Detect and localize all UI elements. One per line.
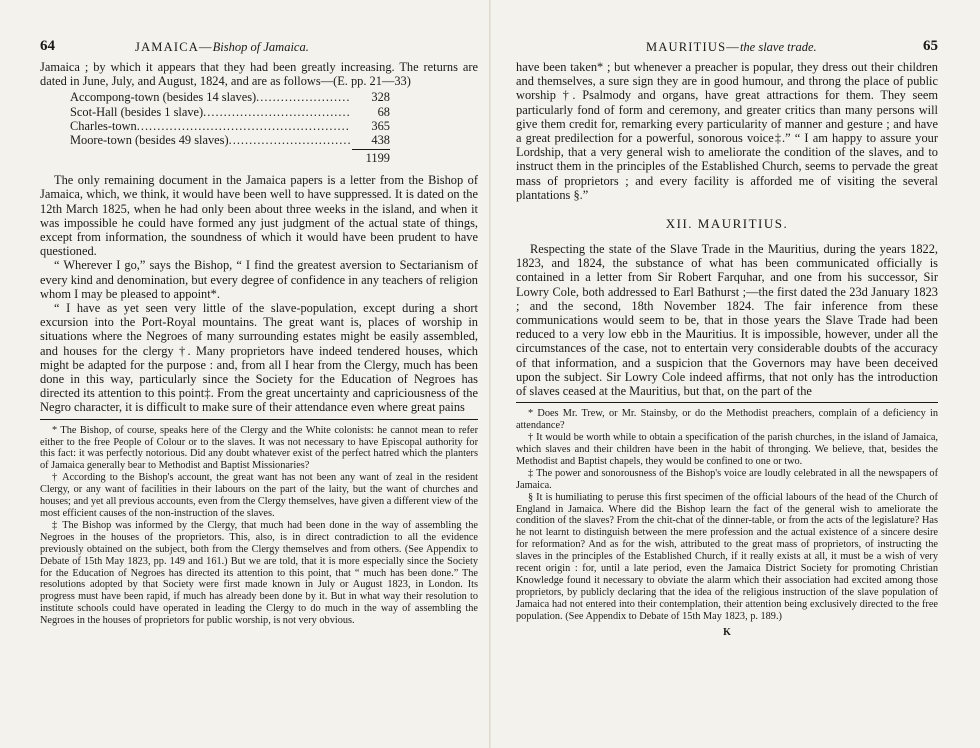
running-head-right	[516, 38, 938, 56]
population-table	[70, 90, 390, 165]
footnote: † It would be worth while to obtain a specification of the parish churches, in the island of Jamaica, which slaves and their children have been in the habit of thronging. We believe, that, besides the Methodist and Baptist chapels, they would be confined to one or two.	[516, 432, 938, 467]
page-number: 65	[923, 38, 938, 54]
footnote: ‡ The Bishop was informed by the Clergy, that much had been done in the way of assembling the Negroes in the houses of the proprietors. This, also, is in direct contradiction to all the evidence previously obtained on the subject, both from the Clergy themselves and from others. (See Appendix to Debate of 15th May 1823, pp. 149 and 161.) But we are told, that it is more especially since the Society for the Education of Negroes has directed its attention to this point, that “ much has been done.” The resolutions adopted by that Society were first made known in July or August 1823, in London. Its progress must have been rapid, if much has already been done by it. But in what way their resolution to institute schools could have operated in leading the Clergy to do much in the way of assembling the Negroes in the houses of proprietors for public worship, is not very obvious.	[40, 519, 478, 627]
footnote: ‡ The power and sonorousness of the Bishop's voice are loudly celebrated in all the newspapers of Jamaica.	[516, 467, 938, 491]
footnote-rule	[40, 419, 478, 420]
footnotes	[516, 408, 938, 622]
paragraph: Respecting the state of the Slave Trade in the Mauritius, during the years 1822, 1823, and 1824, the substance of what has been communicated officially is contained in a letter from Sir Robert Farquhar, and one from his successor, Sir Lowry Cole, both addressed to Earl Bathurst ;—the first dated the 23d January 1823 ; and the second, 18th November 1824. The fair inference from these communications would seem to be, that in those years the Slave Trade had been reduced to a very low ebb in the Mauritius. It is impossible, however, under all the circumstances of the case, not to entertain very considerable doubts of the accuracy of that information, and a suspicion that the Governors may have been deceived upon the subject. Sir Lowry Cole indeed affirms, that not only has the introduction of slaves ceased at the Mauritius, but that, on the part of the	[516, 242, 938, 399]
running-head-title: JAMAICA—Bishop of Jamaica.	[135, 40, 309, 54]
footnote: * The Bishop, of course, speaks here of the Clergy and the White colonists: he cannot mean to refer either to the free People of Colour or to the slaves. It was not necessary to have Episcopal authority for this fact: it was perfectly notorious. Did any doubt whatever exist of the perfect hatred which the planters of Jamaica generally bear to Methodist and Baptist Missionaries?	[40, 424, 478, 472]
signature-mark: K	[723, 626, 731, 638]
table-total: 1199	[352, 149, 390, 165]
footnotes	[40, 425, 478, 627]
table-row: Charles-town ..... 365	[70, 119, 390, 133]
section-heading: XII. MAURITIUS.	[665, 216, 789, 232]
table-row: Accompong-town (besides 14 slaves) ..... 328	[70, 90, 390, 104]
running-head-left	[40, 38, 478, 56]
footnote: § It is humiliating to peruse this first specimen of the official labours of the head of the Church of England in Jamaica. Where did the Bishop learn the fact of the general wish to ameliorate the condition of the slaves? From the chit-chat of the dinner-table, or from the acts of the legislature? Has he not learnt to distinguish between the mere profession and the actual existence of a sincere desire for reformation? And as for the wish, attributed to the great mass of proprietors, of instructing the slaves in the principles of the Established Church, if it really exists at all, it must be a wish of very recent origin : for, until a late period, even the Jamaica District Society for promoting Christian Knowledge found it necessary to obviate the alarm which their association had excited among those proprietors, by publicly declaring that the idea of the religious instruction of the slave population of Jamaica had not entered into their contemplation, their attention being exclusively directed to the free population. (See Appendix to Debate of 15th May 1823, p. 189.)	[516, 491, 938, 622]
paragraph-intro: Jamaica ; by which it appears that they had been greatly increasing. The returns are dated in June, July, and August, 1824, and are as follows—(E. pp. 21—33)	[40, 60, 478, 89]
footnote: * Does Mr. Trew, or Mr. Stainsby, or do the Methodist preachers, complain of a deficiency in attendance?	[516, 408, 938, 432]
table-row: Scot-Hall (besides 1 slave) ..... 68	[70, 105, 390, 119]
paragraph: “ Wherever I go,” says the Bishop, “ I find the greatest aversion to Sectarianism of every kind and denomination, but every degree of confidence in any teachers of religion whom I may be pleased to appoint*.	[40, 258, 478, 301]
running-head-title: MAURITIUS—the slave trade.	[646, 40, 817, 54]
paragraph: have been taken* ; but whenever a preacher is popular, they dress out their children and themselves, a sure sign they are in good humour, and throng the place of public worship †. Psalmody and organs, have great attractions for them. They seem particularly fond of form and ceremony, and greater critics than many persons will give them credit for, remarking every particularity of manner and gesture ; and have a great predilection for a powerful, sonorous voice‡.” “ I am happy to assure your Lordship, that a very general wish to ameliorate the condition of the slaves, and to instruct them in the principles of the Established Church, seems to pervade the great mass of proprietors ; and every facility is afforded me of visiting the several plantations §.”	[516, 60, 938, 202]
paragraph: The only remaining document in the Jamaica papers is a letter from the Bishop of Jamaica, which, we think, it would have been well to have suppressed. It is dated on the 12th March 1825, when he had only been about three weeks in the island, and when it was impossible he could have formed any just judgment of the actual state of things, except from information, the soundness of which it would have been prudent to have questioned.	[40, 173, 478, 259]
footnote-rule	[516, 402, 938, 403]
table-row: Moore-town (besides 49 slaves) ..... 438	[70, 133, 390, 147]
right-page	[490, 0, 980, 748]
page-number: 64	[40, 38, 55, 54]
paragraph: “ I have as yet seen very little of the slave-population, except during a short excursion into the Port-Royal mountains. The great want is, places of worship in situations where the Negroes of many surrounding estates might be easily assembled, and houses for the clergy †. Many proprietors have indeed tendered houses, which might be adapted for the purpose : and, from all I hear from the Clergy, much has been done in this way, particularly since the Society for the Education of Negroes has directed its attention to this point‡. From the great uncertainty and capriciousness of the Negro character, it is difficult to make sure of their attendance even where great pains	[40, 301, 478, 415]
footnote: † According to the Bishop's account, the great want has not been any want of zeal in the resident Clergy, or any want of facilities in their labours on the part of the laity, but the want of churches and houses; and yet all previous accounts, even from the Clergy themselves, have given a different view of the most efficient causes of the non-instruction of the slaves.	[40, 472, 478, 520]
